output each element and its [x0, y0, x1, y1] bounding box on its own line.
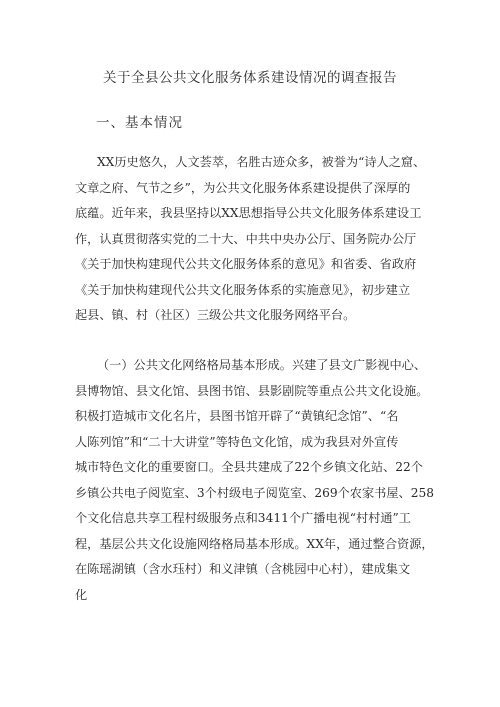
- paragraph-line: 程，基层公共文化设施网络格局基本形成。XX年，通过整合资源，: [75, 536, 434, 551]
- paragraph-line: 积极打造城市文化名片，县图书馆开辟了“黄镇纪念馆”、“名: [75, 409, 399, 423]
- paragraph-line: 乡镇公共电子阅览室、3个村级电子阅览室、269个农家书屋、258: [75, 485, 434, 500]
- paragraph-line: 化: [75, 587, 88, 602]
- paragraph-line: 作，认真贯彻落实党的二十大、中共中央办公厅、国务院办公厅: [75, 231, 417, 246]
- paragraph-line: （一）公共文化网络格局基本形成。兴建了县文广影视中心、: [97, 358, 427, 372]
- paragraph-line: XX历史悠久，人文荟萃，名胜古迹众多，被誉为“诗人之窟、: [97, 155, 426, 169]
- paragraph-line: 《关于加快构建现代公共文化服务体系的实施意见》，初步建立: [75, 282, 411, 297]
- paragraph-network-layout: [75, 353, 435, 608]
- paragraph-line: 起县、镇、村（社区）三级公共文化服务网络平台。: [75, 308, 356, 322]
- section-heading: 一、基本情况: [96, 115, 183, 131]
- paragraph-line: 文章之府、气节之乡”，为公共文化服务体系建设提供了深厚的: [75, 180, 411, 195]
- paragraph-basic-situation: [75, 150, 435, 329]
- paragraph-line: 在陈瑶湖镇（含水珏村）和义津镇（含桃园中心村），建成集文: [75, 562, 411, 576]
- paragraph-line: 个文化信息共享工程村级服务点和3411个广播电视“村村通”工: [75, 511, 411, 525]
- paragraph-line: 底蕴。近年来，我县坚持以XX思想指导公共文化服务体系建设工: [75, 206, 422, 220]
- paragraph-line: 人陈列馆”和“二十大讲堂”等特色文化馆，成为我县对外宣传: [75, 434, 399, 449]
- paragraph-line: 县博物馆、县文化馆、县图书馆、县影剧院等重点公共文化设施。: [75, 383, 429, 398]
- document-title: 关于全县公共文化服务体系建设情况的调查报告: [103, 70, 397, 86]
- paragraph-line: 《关于加快构建现代公共文化服务体系的意见》和省委、省政府: [75, 257, 417, 271]
- paragraph-line: 城市特色文化的重要窗口。全县共建成了22个乡镇文化站、22个: [75, 460, 423, 474]
